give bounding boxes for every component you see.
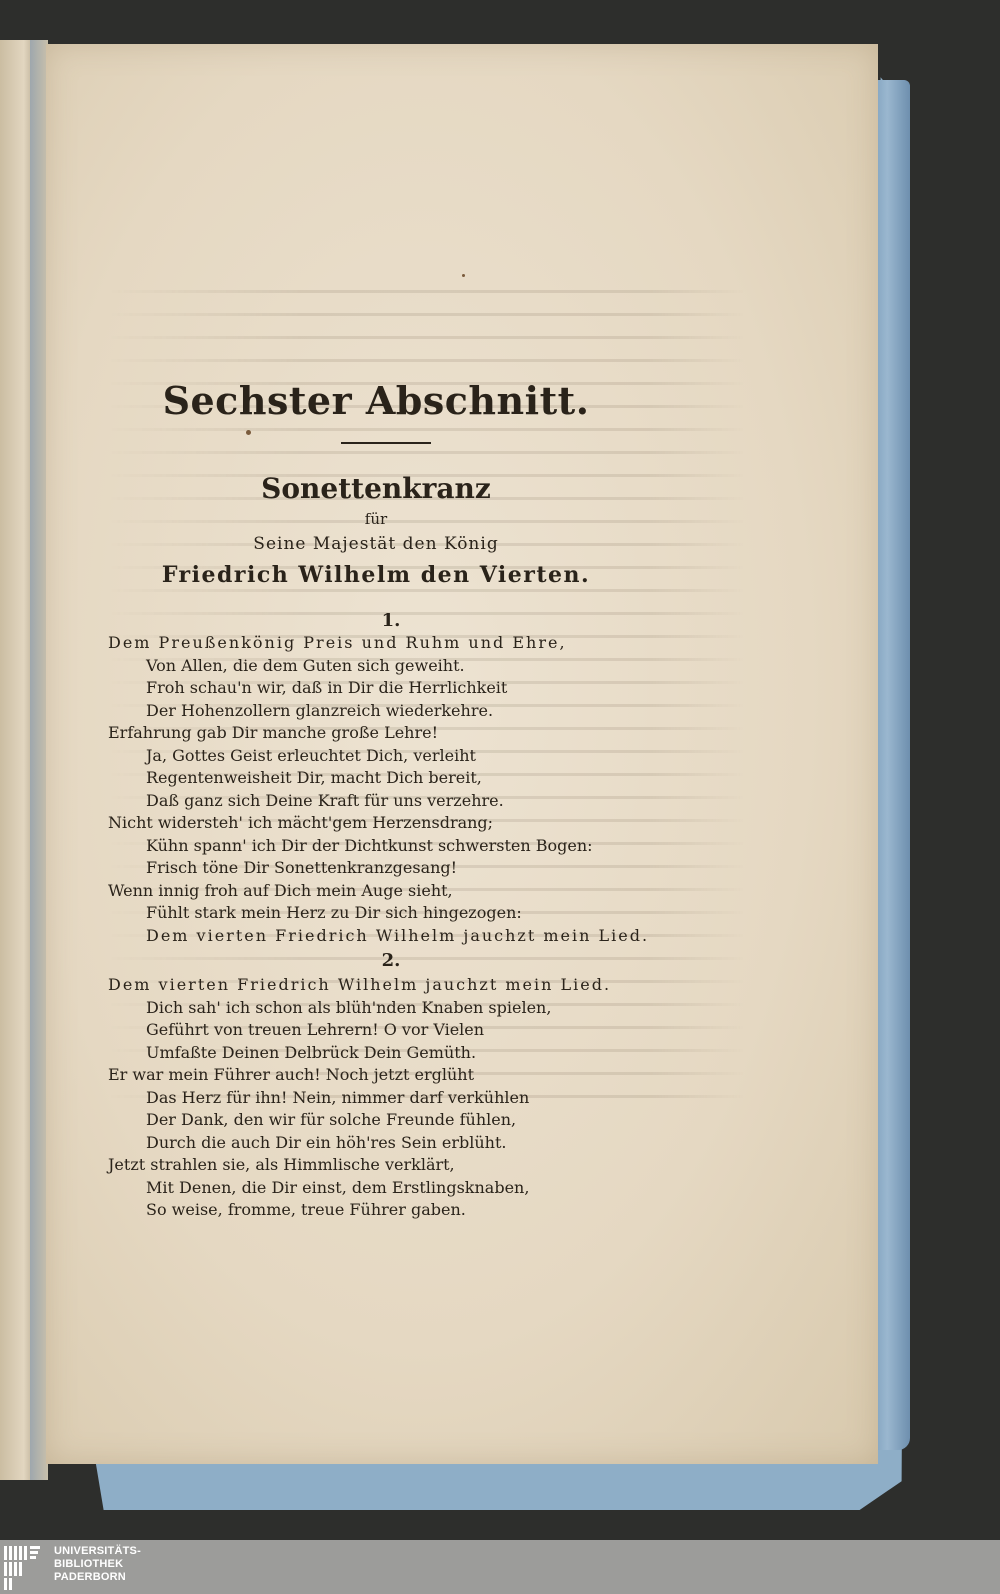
verse-line: Von Allen, die dem Guten sich geweiht. [146,655,465,675]
verse-line: Fühlt stark mein Herz zu Dir sich hingezogen: [146,903,522,922]
sonnet-2 [108,974,728,1222]
dedication-king: Friedrich Wilhelm den Vierten. [161,562,591,588]
verse-line: Erfahrung gab Dir manche große Lehre! [108,723,439,742]
footer-bar [0,1540,1000,1594]
sonnet-1 [108,632,728,947]
verse-line: Froh schau'n wir, daß in Dir die Herrlichkeit [146,678,508,697]
verse-line: Nicht widersteh' ich mächt'gem Herzensdrang; [108,813,494,832]
logo-line: UNIVERSITÄTS- [54,1545,141,1557]
dedication-for: für [364,510,388,528]
verse-line: Kühn spann' ich Dir der Dichtkunst schwersten Bogen: [146,835,593,855]
verse-line: Er war mein Führer auch! Noch jetzt erglüht [108,1065,475,1084]
sonnet-number: 1. [381,610,401,631]
dedication-majesty: Seine Majestät den König [253,534,499,554]
verse-line: Jetzt strahlen sie, als Himmlische verklärt, [108,1155,455,1174]
section-title: Sechster Abschnitt. [162,378,590,423]
wreath-title: Sonettenkranz [261,472,491,505]
verse-line: Geführt von treuen Lehrern! O vor Vielen [146,1020,485,1039]
left-page-edge [0,40,34,1480]
verse-line: Der Dank, den wir für solche Freunde fühlen, [146,1110,517,1129]
title-rule [341,442,431,444]
verse-line: Der Hohenzollern glanzreich wiederkehre. [146,700,494,720]
verse-line: Dem Preußenkönig Preis und Ruhm und Ehre, [108,633,567,652]
book-page [46,44,878,1464]
verse-line: Daß ganz sich Deine Kraft für uns verzehre. [146,790,504,810]
page-content [46,44,878,1464]
verse-line: Das Herz für ihn! Nein, nimmer darf verkühlen [146,1087,530,1107]
verse-line: Mit Denen, die Dir einst, dem Erstlingsknaben, [146,1177,530,1197]
verse-line: So weise, fromme, treue Führer gaben. [146,1200,466,1219]
logo-line: PADERBORN [54,1571,126,1583]
verse-line: Ja, Gottes Geist erleuchtet Dich, verleiht [146,745,476,765]
verse-line: Dem vierten Friedrich Wilhelm jauchzt mein Lied. [108,975,612,994]
verse-line: Dich sah' ich schon als blüh'nden Knaben spielen, [146,997,552,1017]
sonnet-number: 2. [381,950,401,971]
verse-line: Umfaßte Deinen Delbrück Dein Gemüth. [146,1042,477,1062]
verse-line: Wenn innig froh auf Dich mein Auge sieht, [108,880,453,900]
verse-line: Regentenweisheit Dir, macht Dich bereit, [146,768,482,787]
logo-line: BIBLIOTHEK [54,1558,124,1570]
library-logo-text [54,1545,174,1584]
verse-line: Dem vierten Friedrich Wilhelm jauchzt mein Lied. [146,925,650,945]
verse-line: Frisch töne Dir Sonettenkranzgesang! [146,858,458,877]
library-logo-icon [0,1540,48,1594]
verse-line: Durch die auch Dir ein höh'res Sein erblüht. [146,1132,507,1152]
